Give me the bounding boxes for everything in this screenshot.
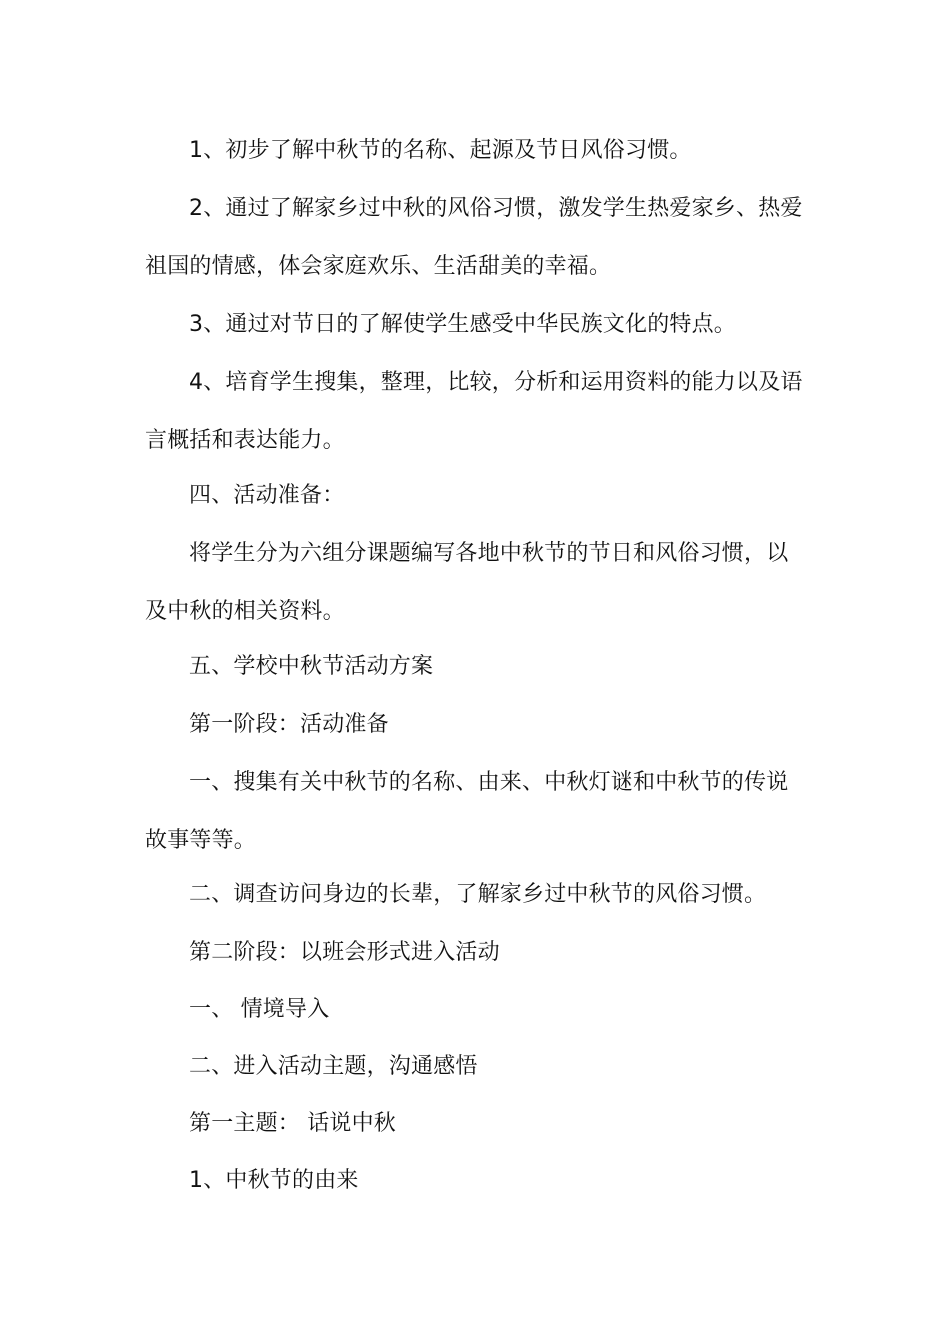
section-heading-plan: 五、学校中秋节活动方案 [189, 654, 434, 679]
theme-1-heading: 第一主题： 话说中秋 [189, 1111, 396, 1136]
objective-1: 1、初步了解中秋节的名称、起源及节日风俗习惯。 [189, 138, 692, 163]
stage-1-item-2: 二、调查访问身边的长辈，了解家乡过中秋节的风俗习惯。 [189, 882, 767, 907]
stage-2-heading: 第二阶段：以班会形式进入活动 [189, 940, 500, 965]
preparation-text: 将学生分为六组分课题编写各地中秋节的节日和风俗习惯，以及中秋的相关资料。 [145, 541, 789, 624]
objective-3: 3、通过对节日的了解使学生感受中华民族文化的特点。 [189, 312, 736, 337]
section-heading-preparation: 四、活动准备： [189, 483, 345, 508]
stage-1-heading: 第一阶段：活动准备 [189, 712, 389, 737]
stage-2-item-1: 一、 情境导入 [189, 997, 330, 1022]
theme-1-item-1: 1、中秋节的由来 [189, 1168, 359, 1193]
stage-2-item-2: 二、进入活动主题，沟通感悟 [189, 1054, 478, 1079]
objective-2: 2、通过了解家乡过中秋的风俗习惯，激发学生热爱家乡、热爱祖国的情感，体会家庭欢乐、生活甜美的幸福。 [145, 196, 803, 279]
stage-1-item-1: 一、搜集有关中秋节的名称、由来、中秋灯谜和中秋节的传说故事等等。 [145, 770, 789, 853]
objective-4: 4、培育学生搜集，整理，比较，分析和运用资料的能力以及语言概括和表达能力。 [145, 370, 803, 453]
